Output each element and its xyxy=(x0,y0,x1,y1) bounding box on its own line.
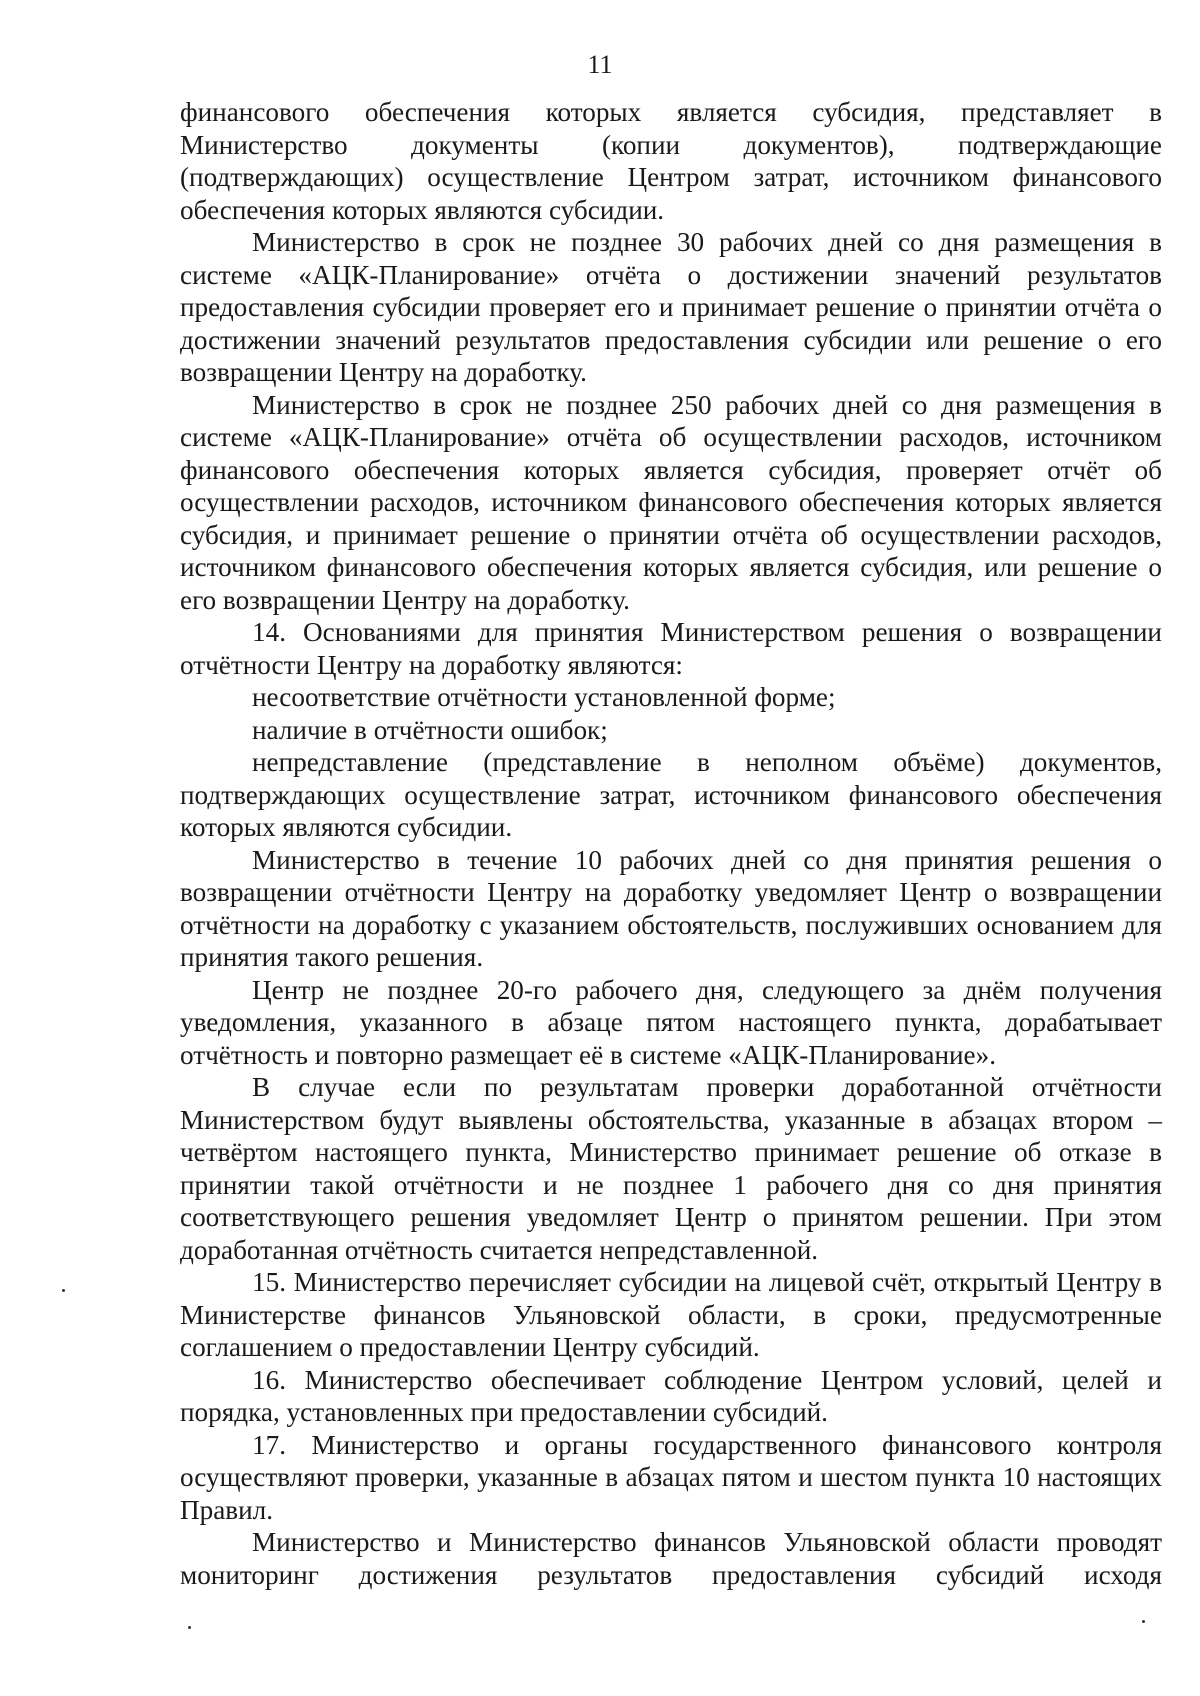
paragraph-ground-errors: наличие в отчётности ошибок; xyxy=(252,714,608,745)
paragraph-item-17: 17. Министерство и органы государственного финансового контроля осуществляют проверки, указанные в абзацах пятом и шестом пункта 10 настоящих Правил. xyxy=(180,1429,1162,1525)
paragraph-monitoring: Министерство и Министерство финансов Ульяновской области проводят мониторинг достижения результатов предоставления субсидий исходя xyxy=(180,1527,1162,1590)
scan-speck xyxy=(1142,1620,1145,1623)
paragraph-notification: Министерство в течение 10 рабочих дней со дня принятия решения о возвращении отчётности Центру на доработку уведомляет Центр о возвращении отчётности на доработку с указанием обстоятельств, послуживших основанием для принятия такого решения. xyxy=(180,844,1162,972)
paragraph-ground-form: несоответствие отчётности установленной форме; xyxy=(252,682,836,712)
paragraph-report-expenses-review: Министерство в срок не позднее 250 рабочих дней со дня размещения в системе «АЦК-Планирование» отчёта об осуществлении расходов, источником финансового обеспечения которых является субсидия, проверяет отчёт об осуществлении расходов, источником финансового обеспечения которых является субсидия, и принимает решение о принятии отчёта об осуществлении расходов, источником финансового обеспечения которых является субсидия, или решение о его возвращении Центру на доработку. xyxy=(180,389,1162,615)
paragraph-item-15: 15. Министерство перечисляет субсидии на лицевой счёт, открытый Центру в Министерстве финансов Ульяновской области, в сроки, предусмотренные соглашением о предоставлении Центру субсидий. xyxy=(180,1267,1162,1362)
paragraph-refusal: В случае если по результатам проверки доработанной отчётности Министерством будут выявлены обстоятельства, указанные в абзацах втором – четвёртом настоящего пункта, Министерство принимает решение об отказе в принятии такой отчётности и не позднее 1 рабочего дня со дня принятия соответствующего решения уведомляет Центр о принятом решении. При этом доработанная отчётность считается непредставленной. xyxy=(180,1072,1162,1265)
paragraph-item-16: 16. Министерство обеспечивает соблюдение Центром условий, целей и порядка, установленных при предоставлении субсидий. xyxy=(180,1364,1162,1427)
paragraph-item-14: 14. Основаниями для принятия Министерством решения о возвращении отчётности Центру на доработку являются: xyxy=(180,617,1162,680)
scan-speck xyxy=(62,1289,65,1292)
paragraph-ground-documents: непредставление (представление в неполном объёме) документов, подтверждающих осуществление затрат, источником финансового обеспечения которых являются субсидии. xyxy=(180,747,1162,842)
paragraph-rework: Центр не позднее 20-го рабочего дня, следующего за днём получения уведомления, указанного в абзаце пятом настоящего пункта, дорабатывает отчётность и повторно размещает её в системе «АЦК-Планирование». xyxy=(180,974,1162,1070)
document-body xyxy=(180,96,1162,1591)
page-number: 11 xyxy=(587,50,613,79)
paragraph-report-results-review: Министерство в срок не позднее 30 рабочих дней со дня размещения в системе «АЦК-Планирование» отчёта о достижении значений результатов предоставления субсидии проверяет его и принимает решение о принятии отчёта о достижении значений результатов предоставления субсидии или решение о его возвращении Центру на доработку. xyxy=(180,227,1162,387)
scan-speck xyxy=(188,1626,191,1629)
paragraph-continuation: финансового обеспечения которых является субсидия, представляет в Министерство документы (копии документов), подтверждающие (подтверждающих) осуществление Центром затрат, источником финансового обеспечения которых являются субсидии. xyxy=(180,97,1162,225)
